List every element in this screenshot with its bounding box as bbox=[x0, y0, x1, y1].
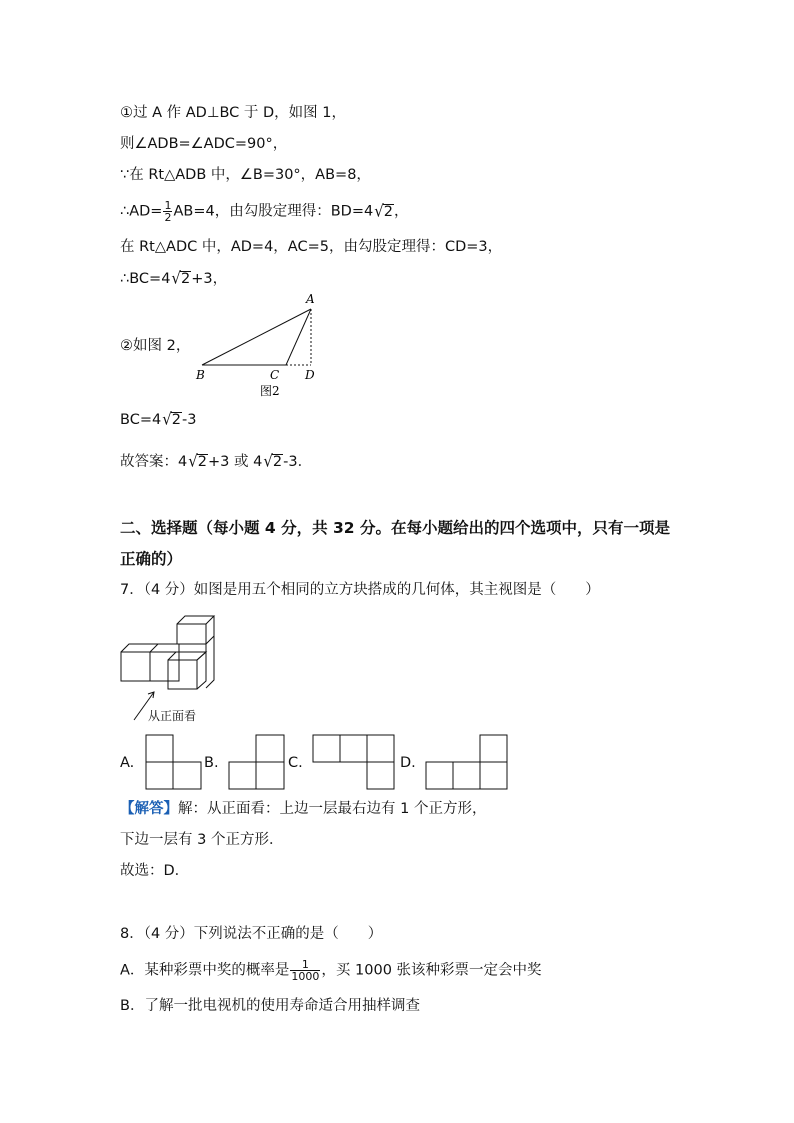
solution-line-2: 则∠ADB=∠ADC=90°， bbox=[120, 136, 288, 152]
option-C-figure[interactable] bbox=[312, 734, 396, 790]
solution-line-6 bbox=[120, 268, 227, 289]
q7-answer-line-1 bbox=[120, 799, 486, 819]
radical-sign: √ bbox=[162, 409, 172, 429]
radicand: 2 bbox=[383, 203, 393, 220]
radicand: 2 bbox=[272, 454, 283, 470]
cube-top-roof bbox=[177, 616, 214, 624]
square bbox=[340, 735, 367, 762]
label-D: D bbox=[305, 368, 315, 382]
radical-sign: √ bbox=[171, 268, 181, 288]
edge bbox=[150, 644, 158, 652]
square bbox=[146, 735, 173, 762]
option-B-figure[interactable] bbox=[228, 734, 286, 790]
cube-right-front bbox=[179, 644, 206, 652]
solution-line-4 bbox=[120, 200, 409, 223]
text: AB=4，由勾股定理得：BD=4 bbox=[173, 203, 374, 220]
square bbox=[173, 762, 201, 789]
radicand: 2 bbox=[171, 412, 181, 428]
solution-line-8 bbox=[120, 409, 196, 430]
cube-front-2 bbox=[150, 652, 179, 681]
square bbox=[367, 735, 394, 762]
square bbox=[229, 762, 256, 789]
sqrt bbox=[171, 268, 191, 289]
square bbox=[426, 762, 453, 789]
fraction bbox=[163, 200, 172, 223]
square bbox=[480, 762, 507, 789]
option-D-figure[interactable] bbox=[425, 734, 509, 790]
cube-protrude-side bbox=[197, 652, 206, 689]
text: A．某种彩票中奖的概率是 bbox=[120, 962, 290, 979]
text: -3． bbox=[283, 454, 313, 470]
q8-option-B[interactable]: B．了解一批电视机的使用寿命适合用抽样调查 bbox=[120, 998, 420, 1014]
label-C: C bbox=[270, 368, 280, 382]
square bbox=[256, 762, 284, 789]
solution-final-answer bbox=[120, 451, 312, 472]
text: +3， bbox=[191, 271, 228, 287]
radical-sign: √ bbox=[188, 451, 198, 471]
radicand: 2 bbox=[180, 271, 191, 287]
cube-right-side bbox=[206, 636, 214, 688]
square bbox=[146, 762, 173, 789]
solution-line-5: 在 Rt△ADC 中，AD=4，AC=5，由勾股定理得：CD=3， bbox=[120, 239, 503, 255]
option-A-figure[interactable] bbox=[145, 734, 203, 790]
text: +3 或 4 bbox=[208, 454, 263, 470]
solution-line-1: ①过 A 作 AD⊥BC 于 D，如图 1， bbox=[120, 105, 346, 121]
text: 故答案：4 bbox=[120, 454, 188, 470]
numerator: 1 bbox=[290, 959, 320, 971]
square bbox=[256, 735, 284, 762]
sqrt bbox=[263, 451, 283, 472]
section-heading-line-1: 二、选择题（每小题 4 分，共 32 分。在每小题给出的四个选项中，只有一项是 bbox=[120, 519, 670, 537]
view-label: 从正面看 bbox=[148, 709, 197, 723]
option-B-label[interactable]: B. bbox=[204, 755, 219, 771]
solution-line-3: ∵在 Rt△ADB 中，∠B=30°，AB=8， bbox=[120, 167, 371, 183]
text: 解：从正面看：上边一层最右边有 1 个正方形， bbox=[178, 801, 487, 817]
label-A: A bbox=[306, 292, 315, 306]
text: ∴BC=4 bbox=[120, 271, 171, 287]
text: ， bbox=[394, 203, 409, 220]
figure-2 bbox=[190, 290, 330, 402]
cube-top-front bbox=[177, 624, 206, 644]
fraction bbox=[290, 959, 320, 982]
q7-answer-line-3: 故选：D． bbox=[120, 863, 190, 879]
denominator: 2 bbox=[164, 211, 172, 224]
option-A-label[interactable]: A. bbox=[120, 755, 135, 771]
radicand: 2 bbox=[197, 454, 208, 470]
q7-stem: 7．（4 分）如图是用五个相同的立方块搭成的几何体，其主视图是（ ） bbox=[120, 582, 600, 598]
side-AC bbox=[286, 309, 311, 365]
figure-caption: 图2 bbox=[260, 384, 280, 398]
sqrt bbox=[162, 409, 182, 430]
text: BC=4 bbox=[120, 412, 162, 428]
solution-line-7: ②如图 2， bbox=[120, 338, 191, 354]
answer-tag: 【解答】 bbox=[120, 801, 178, 817]
cube-protrude-top bbox=[168, 652, 206, 660]
text: ，买 1000 张该种彩票一定会中奖 bbox=[321, 962, 542, 979]
cube-front-1 bbox=[121, 652, 150, 681]
square bbox=[367, 762, 394, 789]
q7-answer-line-2: 下边一层有 3 个正方形． bbox=[120, 832, 284, 848]
radical-sign: √ bbox=[263, 451, 273, 471]
cube-protrude-front bbox=[168, 660, 197, 689]
sqrt bbox=[188, 451, 208, 472]
square bbox=[480, 735, 507, 762]
radical-sign: √ bbox=[374, 200, 384, 221]
option-C-label[interactable]: C. bbox=[288, 755, 303, 771]
option-D-label[interactable]: D. bbox=[400, 755, 416, 771]
q8-stem: 8．（4 分）下列说法不正确的是（ ） bbox=[120, 926, 383, 942]
text: ∴AD= bbox=[120, 203, 163, 220]
sqrt bbox=[374, 201, 394, 222]
square bbox=[313, 735, 340, 762]
q8-option-A[interactable] bbox=[120, 959, 542, 982]
side-AB bbox=[202, 309, 311, 365]
label-B: B bbox=[196, 368, 205, 382]
text: -3 bbox=[182, 412, 197, 428]
numerator: 1 bbox=[164, 199, 172, 212]
denominator: 1000 bbox=[291, 970, 320, 983]
square bbox=[453, 762, 480, 789]
section-heading-line-2: 正确的） bbox=[120, 550, 183, 568]
